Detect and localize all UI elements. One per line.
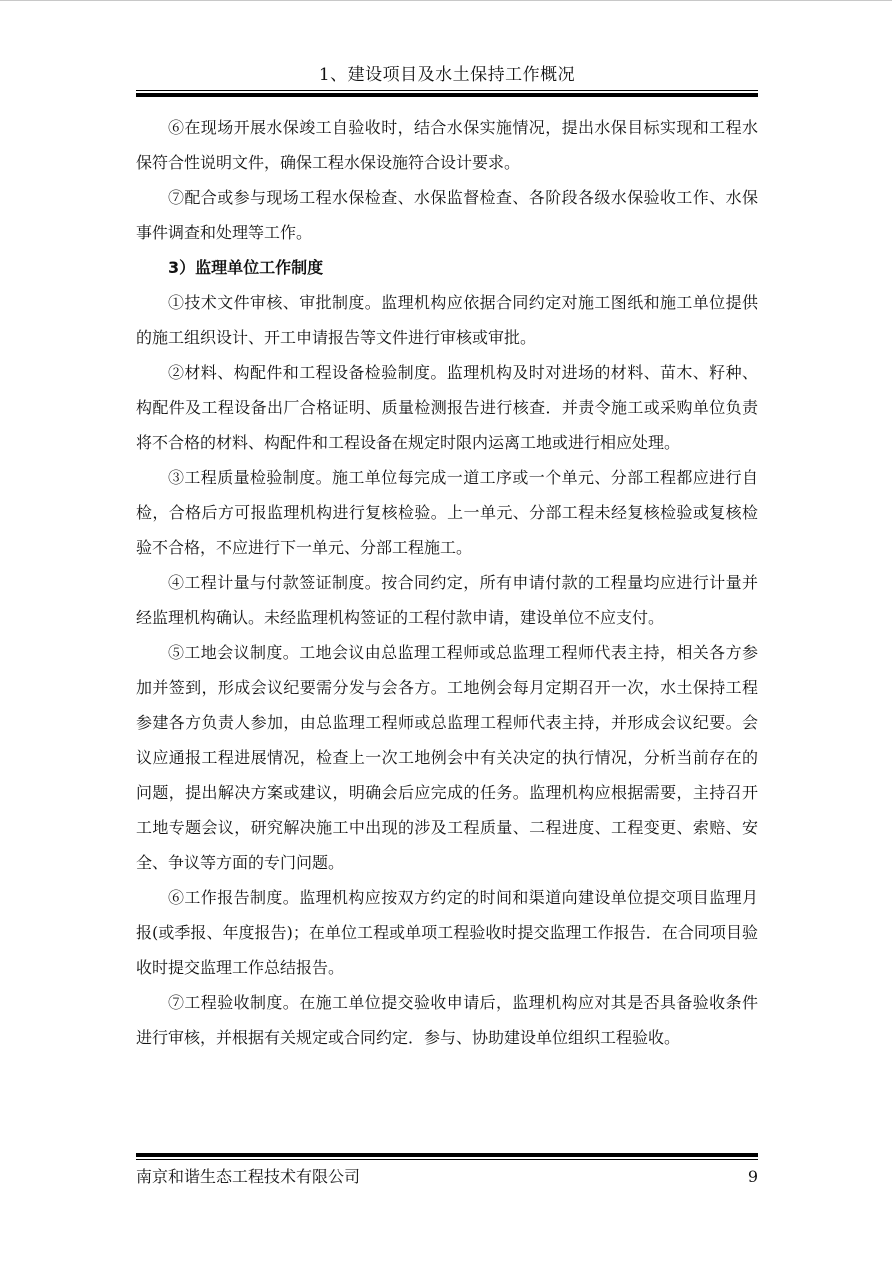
paragraph-work-report: ⑥工作报告制度。监理机构应按双方约定的时间和渠道向建设单位提交项目监理月报(或季报、年度报告)；在单位工程或单项工程验收时提交监理工作报告．在合同项目验收时提交监理工作总结报告。 (136, 888, 758, 977)
document-body (136, 110, 758, 1055)
paragraph-site-meeting: ⑤工地会议制度。工地会议由总监理工程师或总监理工程师代表主持，相关各方参加并签到，形成会议纪要需分发与会各方。工地例会每月定期召开一次，水土保持工程参建各方负责人参加，由总监理工程师或总监理工程师代表主持，并形成会议纪要。会议应通报工程进展情况，检查上一次工地例会中有关决定的执行情况，分析当前存在的问题，提出解决方案或建议，明确会后应完成的任务。监理机构应根据需要，主持召开工地专题会议，研究解决施工中出现的涉及工程质量、二程进度、工程变更、索赔、安全、争议等方面的专门问题。 (136, 643, 758, 872)
paragraph-document-review: ①技术文件审核、审批制度。监理机构应依据合同约定对施工图纸和施工单位提供的施工组织设计、开工申请报告等文件进行审核或审批。 (136, 293, 758, 347)
running-header-title: 1、建设项目及水土保持工作概况 (318, 65, 576, 85)
paragraph-project-acceptance: ⑦工程验收制度。在施工单位提交验收申请后，监理机构应对其是否具备验收条件进行审核，并根据有关规定或合同约定．参与、协助建设单位组织工程验收。 (136, 993, 758, 1047)
section-heading-supervision-system: 3）监理单位工作制度 (168, 258, 324, 277)
paragraph-material-inspection: ②材料、构配件和工程设备检验制度。监理机构及时对进场的材料、苗木、籽种、构配件及工程设备出厂合格证明、质量检测报告进行核查．并责令施工或采购单位负责将不合格的材料、构配件和工程设备在规定时限内运离工地或进行相应处理。 (136, 363, 758, 452)
header-rule-thick (136, 93, 758, 97)
footer-rule-thin (136, 1159, 758, 1160)
header-rule-thin (136, 90, 758, 91)
paragraph-item-6-acceptance: ⑥在现场开展水保竣工自验收时，结合水保实施情况，提出水保目标实现和工程水保符合性说明文件，确保工程水保设施符合设计要求。 (136, 118, 758, 172)
footer-page-number: 9 (747, 1167, 758, 1186)
footer-company-name: 南京和谐生态工程技术有限公司 (136, 1167, 361, 1186)
paragraph-quality-inspection: ③工程质量检验制度。施工单位每完成一道工序或一个单元、分部工程都应进行自检，合格后方可报监理机构进行复核检验。上一单元、分部工程未经复核检验或复核检验不合格，不应进行下一单元、分部工程施工。 (136, 468, 758, 557)
page-top-edge (0, 0, 892, 1)
paragraph-payment-certification: ④工程计量与付款签证制度。按合同约定，所有申请付款的工程量均应进行计量并经监理机构确认。未经监理机构签证的工程付款申请，建设单位不应支付。 (136, 573, 758, 627)
paragraph-item-7-inspection: ⑦配合或参与现场工程水保检查、水保监督检查、各阶段各级水保验收工作、水保事件调查和处理等工作。 (136, 188, 758, 242)
footer-rule-thick (136, 1153, 758, 1157)
